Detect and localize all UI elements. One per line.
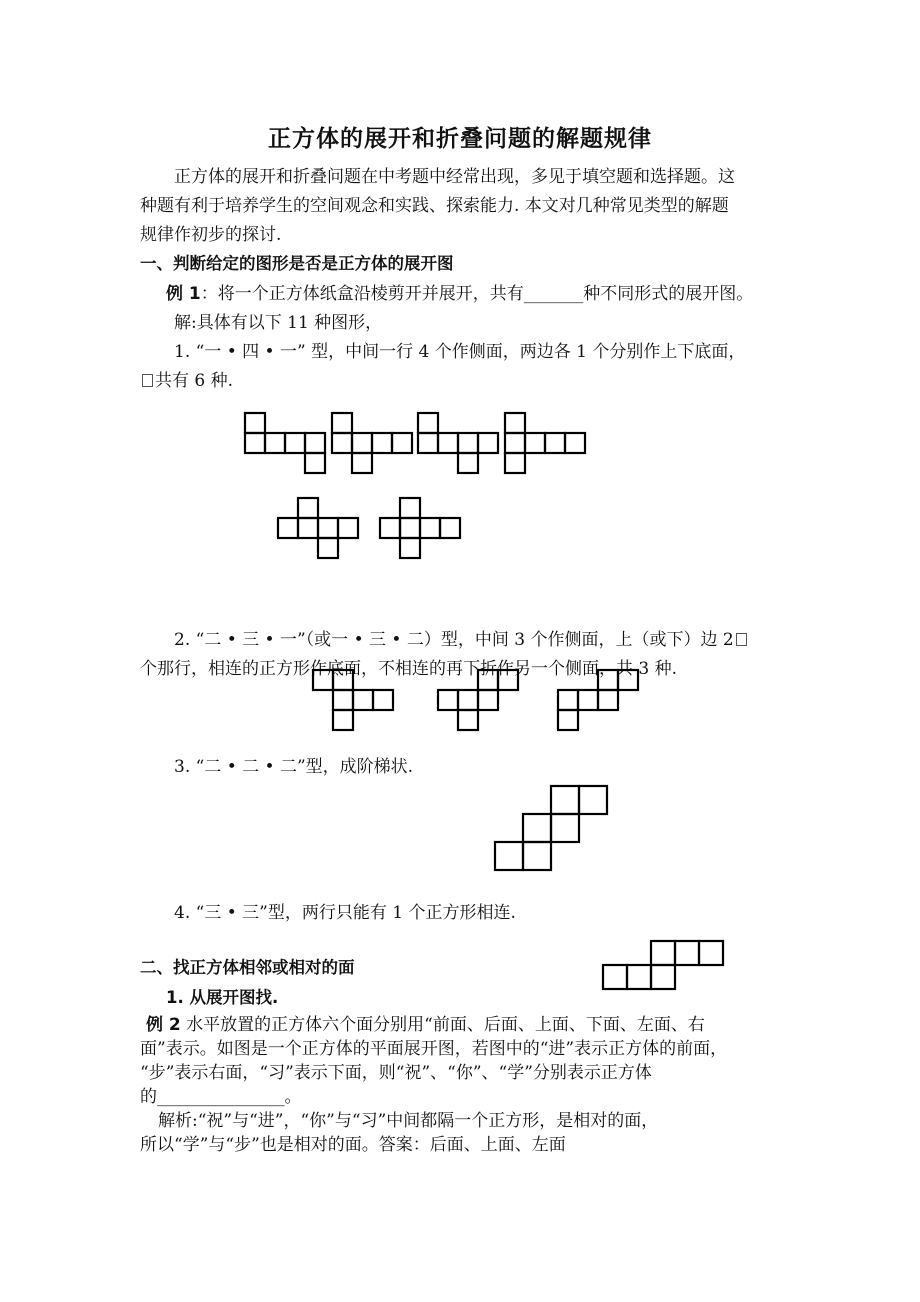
item1-line2-text: 共有 6 种. [155, 371, 234, 391]
intro-line-3: 规律作初步的探讨. [140, 225, 282, 245]
analysis-line1: 解析:“祝”与“进”，“你”与“习”中间都隔一个正方形，是相对的面， [158, 1111, 659, 1131]
example1-label: 例 1 [166, 284, 201, 304]
page-title: 正方体的展开和折叠问题的解题规律 [268, 126, 652, 152]
example2-line1-text: 水平放置的正方体六个面分别用“前面、后面、上面、下面、左面、右 [180, 1015, 705, 1035]
net-3-3 [603, 941, 723, 989]
item2-line1-text: 2. “二 • 三 • 一”（或一 • 三 • 二）型，中间 3 个作侧面，上（或下）边 2 [174, 630, 734, 650]
example2-line3: “步”表示右面，“习”表示下面，则“祝”、“你”、“学”分别表示正方体 [140, 1063, 652, 1083]
example1-text: ：将一个正方体纸盒沿棱剪开并展开，共有_______种不同形式的展开图。 [200, 284, 754, 304]
section1-heading: 一、判断给定的图形是否是正方体的展开图 [140, 254, 454, 273]
example2-line1 [146, 1014, 791, 1036]
section2-heading: 二、找正方体相邻或相对的面 [140, 958, 355, 977]
item1-line1: 1. “一 • 四 • 一” 型，中间一行 4 个作侧面，两边各 1 个分别作上下底面， [174, 342, 746, 362]
intro-line-1: 正方体的展开和折叠问题在中考题中经常出现，多见于填空题和选择题。这 [174, 167, 735, 187]
item4: 4. “三 • 三”型，两行只能有 1 个正方形相连. [174, 903, 516, 923]
example2-label: 例 2 [146, 1015, 181, 1035]
item3: 3. “二 • 二 • 二”型，成阶梯状. [174, 757, 414, 777]
example2-line2: 面”表示。如图是一个正方体的平面展开图，若图中的“进”表示正方体的前面， [140, 1039, 728, 1059]
section2-sub1: 1. 从展开图找. [166, 988, 279, 1007]
example2-line4: 的_______________。 [140, 1087, 302, 1107]
analysis-line2: 所以“学”与“步”也是相对的面。答案：后面、上面、左面 [140, 1135, 566, 1155]
item2-line2: 个那行，相连的正方形作底面，不相连的再下折作另一个侧面，共 3 种. [140, 659, 678, 679]
solution-text: 解:具体有以下 11 种图形， [174, 313, 383, 333]
intro-line-2: 种题有利于培养学生的空间观念和实践、探索能力. 本文对几种常见类型的解题 [140, 196, 729, 216]
